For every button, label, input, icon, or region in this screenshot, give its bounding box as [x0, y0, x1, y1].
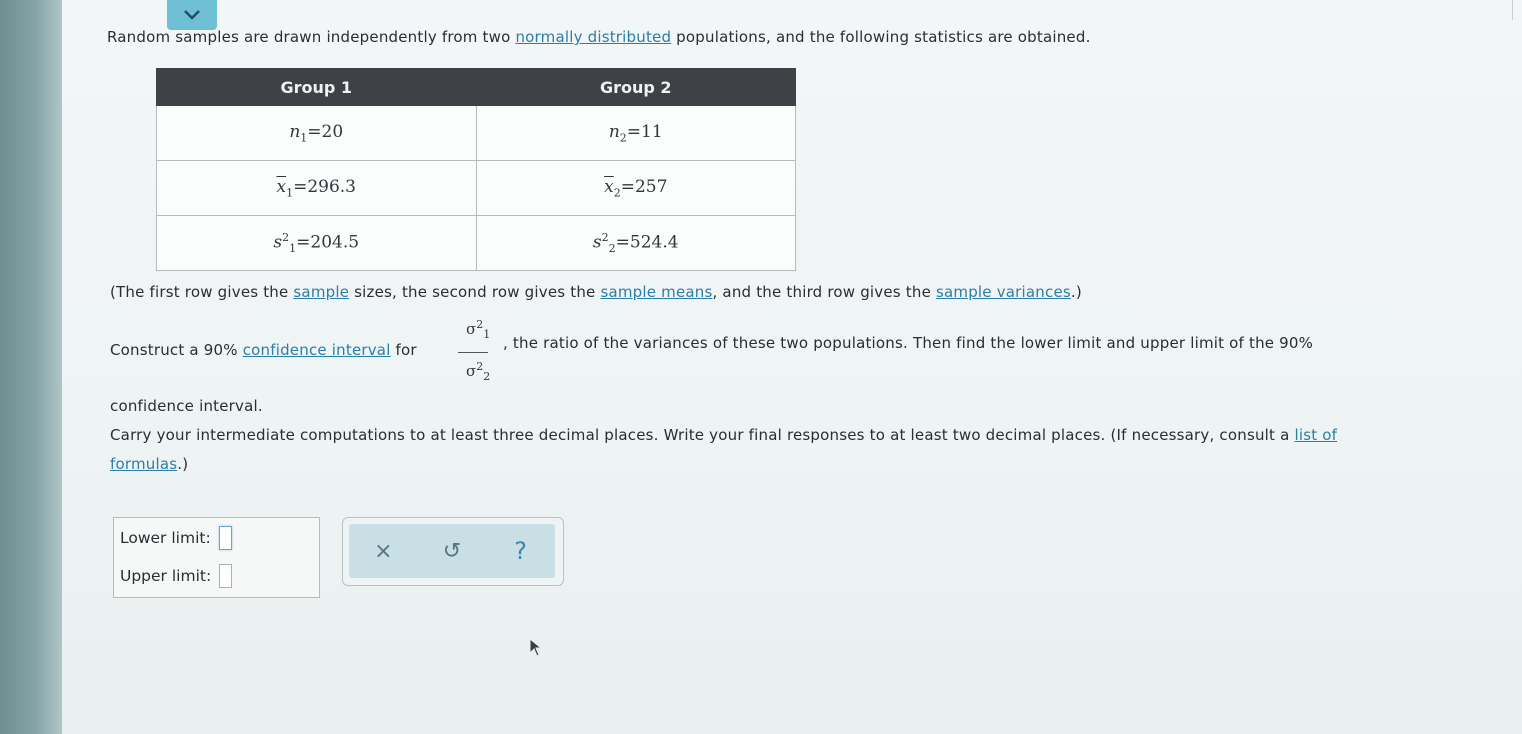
list-of-formulas-link[interactable]: formulas: [110, 455, 178, 473]
collapse-button[interactable]: [167, 0, 217, 30]
sample-link[interactable]: sample: [293, 283, 350, 301]
note-text: (The first row gives the: [110, 283, 294, 301]
table-row: [157, 216, 796, 271]
sigma-symbol: σ: [466, 362, 477, 380]
construct-prompt-end: [110, 397, 263, 415]
cell-value: 204.5: [310, 232, 360, 253]
var-subscript: 1: [289, 242, 297, 256]
confidence-interval-link[interactable]: confidence interval: [242, 341, 391, 359]
equals-sign: =: [615, 232, 630, 253]
construct-text: for: [390, 341, 417, 359]
var-symbol: n: [608, 121, 620, 142]
intro-text-end: populations, and the following statistics are obtained.: [671, 28, 1091, 46]
cell-value: 11: [641, 121, 663, 142]
undo-button[interactable]: ↺: [442, 538, 462, 564]
lower-limit-label: Lower limit:: [120, 529, 211, 547]
table-row: [157, 161, 796, 216]
cell-value: 20: [321, 121, 344, 142]
equals-sign: =: [307, 121, 322, 142]
answer-toolbar: [342, 517, 564, 586]
variance-ratio-fraction: [456, 310, 496, 394]
carry-text: .): [177, 455, 189, 473]
note-text: sizes, the second row gives the: [349, 283, 601, 301]
problem-intro: [107, 28, 1307, 46]
var-subscript: 2: [619, 131, 627, 145]
help-button[interactable]: ?: [514, 537, 528, 565]
carry-instructions-continued: [110, 455, 188, 473]
upper-limit-row: [120, 564, 232, 588]
mouse-cursor-icon: [529, 638, 543, 658]
cell-value: 296.3: [307, 176, 356, 197]
note-text: .): [1070, 283, 1082, 301]
var-subscript: 2: [608, 242, 616, 256]
var-symbol: $\overline{x}$: [604, 176, 614, 197]
var-subscript: 1: [286, 186, 294, 200]
lower-limit-row: [120, 526, 232, 550]
clear-button[interactable]: ×: [374, 538, 393, 564]
var-subscript: 1: [300, 131, 308, 145]
equals-sign: =: [293, 176, 308, 197]
monitor-bezel: [0, 0, 66, 734]
n2-cell: [476, 106, 796, 161]
fraction-bar: [458, 352, 488, 353]
cell-value: 257: [634, 176, 668, 197]
sample-means-link[interactable]: sample means: [600, 283, 713, 301]
xbar2-cell: [476, 161, 796, 216]
table-note: [110, 283, 1082, 301]
construct-prompt: [110, 341, 417, 359]
var-symbol: s: [592, 232, 602, 253]
construct-prompt-continued: [503, 334, 1313, 352]
xbar1-cell: [157, 161, 477, 216]
screen-edge: [1512, 0, 1522, 20]
var-symbol: s: [273, 232, 283, 253]
upper-limit-label: Upper limit:: [120, 567, 212, 585]
fraction-denominator: $\sigma^2_2$: [466, 360, 491, 383]
group1-header: Group 1: [157, 69, 477, 106]
sample-variances-link[interactable]: sample variances: [935, 283, 1071, 301]
var-subscript: 2: [613, 186, 621, 200]
equals-sign: =: [296, 232, 311, 253]
intro-text: Random samples are drawn independently from two: [107, 28, 516, 46]
toolbar-buttons: [349, 524, 555, 578]
s2-squared-cell: $s^2_2=524.4$: [476, 216, 796, 271]
statistics-table: [156, 68, 796, 271]
sigma-symbol: σ: [466, 320, 477, 338]
table-row: [157, 106, 796, 161]
equals-sign: =: [626, 121, 642, 142]
var-symbol: $\overline{x}$: [276, 176, 287, 197]
construct-text: Construct a 90%: [110, 341, 243, 359]
cell-value: 524.4: [629, 232, 679, 253]
equals-sign: =: [620, 176, 635, 197]
upper-limit-input[interactable]: [219, 564, 232, 588]
construct-text: , the ratio of the variances of these two populations. Then find the lower limit and upper limit of the 90%: [503, 334, 1314, 352]
answer-box: [113, 517, 320, 598]
table-header-row: [157, 69, 796, 106]
n1-cell: [157, 106, 477, 161]
carry-text: Carry your intermediate computations to at least three decimal places. Write your final responses to at least two decimal places. (If necessary, consult a: [110, 426, 1295, 444]
carry-instructions: [110, 426, 1337, 444]
var-symbol: n: [289, 121, 301, 142]
construct-text: confidence interval.: [110, 397, 263, 415]
chevron-down-icon: [183, 9, 201, 21]
list-of-formulas-link[interactable]: list of: [1294, 426, 1338, 444]
note-text: , and the third row gives the: [712, 283, 936, 301]
s1-squared-cell: $s^2_1=204.5$: [157, 216, 477, 271]
fraction-numerator: $\sigma^2_1$: [466, 318, 491, 341]
group2-header: Group 2: [476, 69, 796, 106]
normally-distributed-link[interactable]: normally distributed: [515, 28, 672, 46]
lower-limit-input[interactable]: [219, 526, 232, 550]
